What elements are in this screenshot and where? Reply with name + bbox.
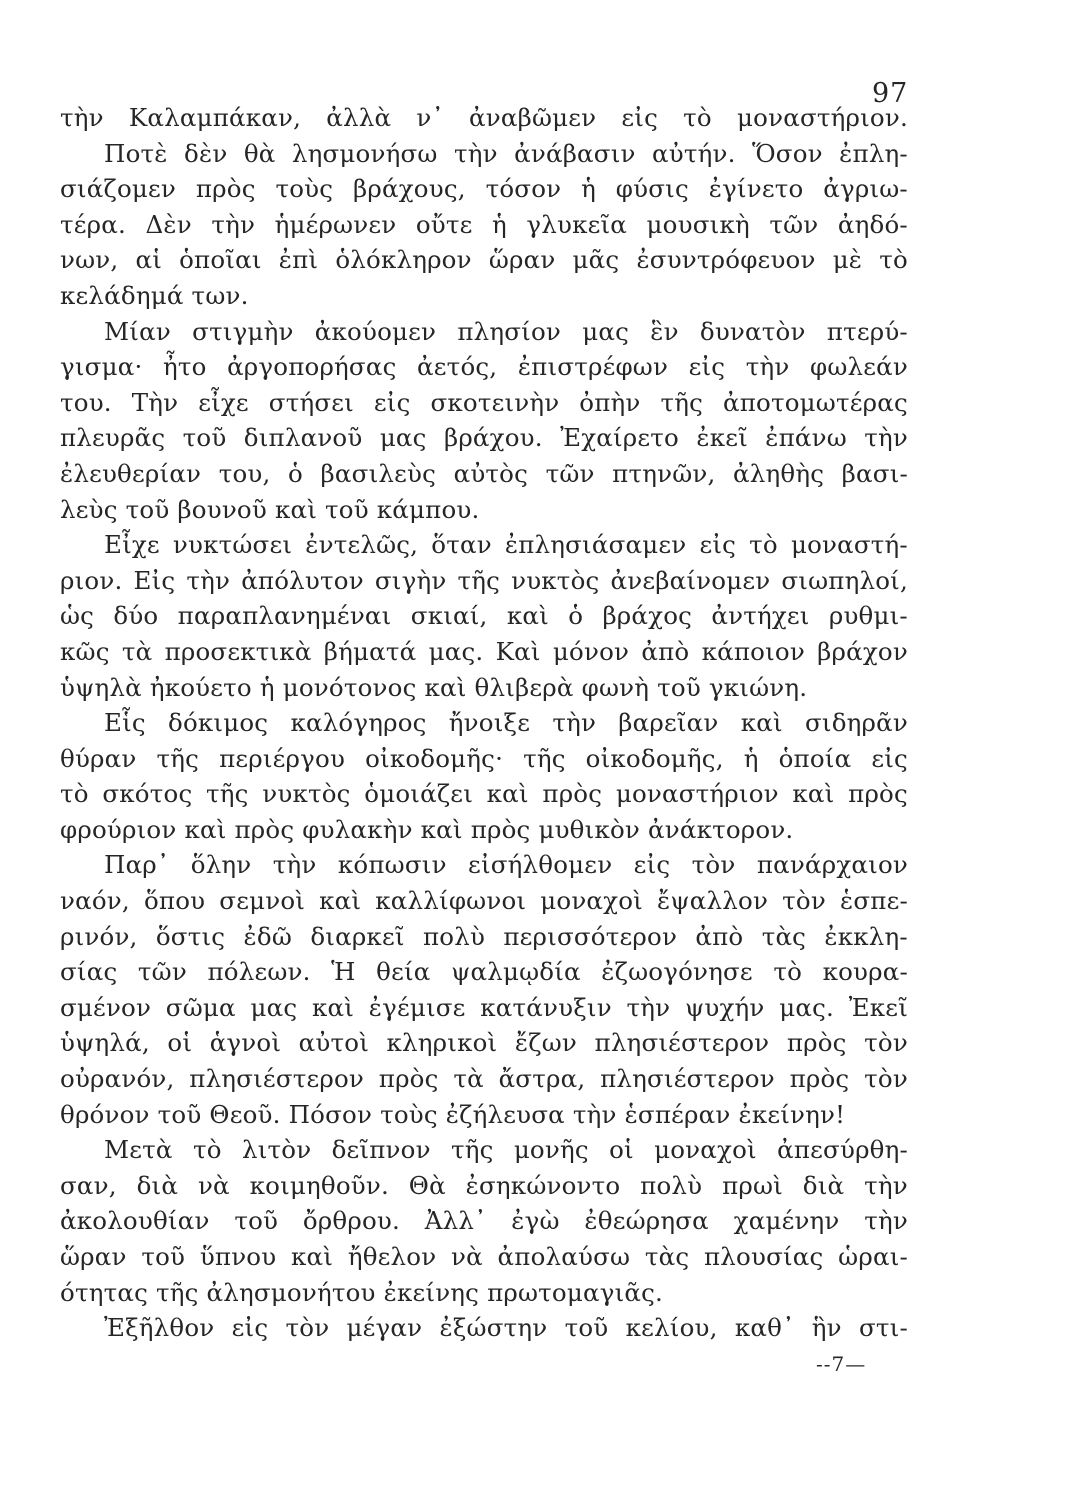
text-line: ρινόν, ὅστις ἐδῶ διαρκεῖ πολὺ περισσότερον ἀπὸ τὰς ἐκκλη- bbox=[60, 921, 908, 951]
text-line: φρούριον καὶ πρὸς φυλακὴν καὶ πρὸς μυθικὸν ἀνάκτορον. bbox=[60, 814, 794, 844]
text-line: τὸ σκότος τῆς νυκτὸς ὁμοιάζει καὶ πρὸς μοναστήριον καὶ πρὸς bbox=[60, 779, 908, 809]
text-line: θρόνον τοῦ Θεοῦ. Πόσον τοὺς ἐζήλευσα τὴν ἑσπέραν ἐκείνην! bbox=[60, 1099, 846, 1129]
text-line: Παρ᾽ ὅλην τὴν κόπωσιν εἰσήλθομεν εἰς τὸν πανάρχαιον bbox=[104, 850, 908, 880]
text-line: Μετὰ τὸ λιτὸν δεῖπνον τῆς μονῆς οἱ μοναχοὶ ἀπεσύρθη- bbox=[104, 1135, 908, 1165]
text-line: ότητας τῆς ἀλησμονήτου ἐκείνης πρωτομαγιᾶς. bbox=[60, 1277, 664, 1307]
body-text bbox=[60, 100, 908, 1346]
text-line: θύραν τῆς περιέργου οἰκοδομῆς· τῆς οἰκοδομῆς, ἡ ὁποία εἰς bbox=[60, 743, 908, 773]
text-line: ὡς δύο παραπλανημέναι σκιαί, καὶ ὁ βράχος ἀντήχει ρυθμι- bbox=[60, 601, 908, 631]
text-line: οὐρανόν, πλησιέστερον πρὸς τὰ ἄστρα, πλησιέστερον πρὸς τὸν bbox=[60, 1064, 908, 1094]
text-line: σιάζομεν πρὸς τοὺς βράχους, τόσον ἡ φύσις ἐγίνετο ἀγριω- bbox=[60, 174, 908, 204]
text-line: Εἶχε νυκτώσει ἐντελῶς, ὅταν ἐπλησιάσαμεν εἰς τὸ μοναστή- bbox=[104, 530, 908, 560]
text-line: σμένον σῶμα μας καὶ ἐγέμισε κατάνυξιν τὴν ψυχήν μας. Ἐκεῖ bbox=[60, 992, 908, 1022]
text-line: Μίαν στιγμὴν ἀκούομεν πλησίον μας ἓν δυνατὸν πτερύ- bbox=[104, 316, 908, 346]
text-line: τέρα. Δὲν τὴν ἡμέρωνεν οὔτε ἡ γλυκεῖα μουσικὴ τῶν ἀηδό- bbox=[60, 209, 908, 239]
text-line: ὑψηλὰ ἠκούετο ἡ μονότονος καὶ θλιβερὰ φωνὴ τοῦ γκιώνη. bbox=[60, 672, 808, 702]
signature-mark: --7— bbox=[816, 1352, 867, 1376]
text-line: Ποτὲ δὲν θὰ λησμονήσω τὴν ἀνάβασιν αὐτήν. Ὅσον ἐπλη- bbox=[104, 138, 908, 168]
text-line: Ἐξῆλθον εἰς τὸν μέγαν ἐξώστην τοῦ κελίου, καθ᾽ ἣν στι- bbox=[104, 1313, 908, 1343]
text-line: κῶς τὰ προσεκτικὰ βήματά μας. Καὶ μόνον ἀπὸ κάποιον βράχον bbox=[60, 636, 908, 666]
text-line: σίας τῶν πόλεων. Ἡ θεία ψαλμῳδία ἐζωογόνησε τὸ κουρα- bbox=[60, 957, 908, 987]
page-number: 97 bbox=[872, 78, 909, 109]
text-line: νων, αἱ ὁποῖαι ἐπὶ ὁλόκληρον ὥραν μᾶς ἐσυντρόφευον μὲ τὸ bbox=[60, 245, 908, 275]
text-line: πλευρᾶς τοῦ διπλανοῦ μας βράχου. Ἐχαίρετο ἐκεῖ ἐπάνω τὴν bbox=[60, 423, 908, 453]
text-line: του. Τὴν εἶχε στήσει εἰς σκοτεινὴν ὀπὴν τῆς ἀποτομωτέρας bbox=[60, 387, 908, 417]
text-line: σαν, διὰ νὰ κοιμηθοῦν. Θὰ ἐσηκώνοντο πολὺ πρωὶ διὰ τὴν bbox=[60, 1170, 908, 1200]
text-line: ναόν, ὅπου σεμνοὶ καὶ καλλίφωνοι μοναχοὶ ἔψαλλον τὸν ἑσπε- bbox=[60, 886, 908, 916]
text-line: ἀκολουθίαν τοῦ ὄρθρου. Ἀλλ᾽ ἐγὼ ἐθεώρησα χαμένην τὴν bbox=[60, 1206, 908, 1236]
text-line: τὴν Καλαμπάκαν, ἀλλὰ ν᾽ ἀναβῶμεν εἰς τὸ μοναστήριον. bbox=[60, 103, 908, 132]
text-line: Εἷς δόκιμος καλόγηρος ἤνοιξε τὴν βαρεῖαν καὶ σιδηρᾶν bbox=[104, 708, 908, 738]
text-line: ἐλευθερίαν του, ὁ βασιλεὺς αὐτὸς τῶν πτηνῶν, ἀληθὴς βασι- bbox=[60, 458, 908, 488]
text-line: κελάδημά των. bbox=[60, 280, 249, 310]
text-line: ὥραν τοῦ ὕπνου καὶ ἤθελον νὰ ἀπολαύσω τὰς πλουσίας ὡραι- bbox=[60, 1242, 908, 1271]
text-line: λεὺς τοῦ βουνοῦ καὶ τοῦ κάμπου. bbox=[60, 494, 480, 524]
text-line: ὑψηλά, οἱ ἁγνοὶ αὐτοὶ κληρικοὶ ἔζων πλησιέστερον πρὸς τὸν bbox=[60, 1028, 908, 1058]
text-line: γισμα· ἦτο ἀργοπορήσας ἀετός, ἐπιστρέφων εἰς τὴν φωλεάν bbox=[60, 352, 908, 382]
text-line: ριον. Εἰς τὴν ἀπόλυτον σιγὴν τῆς νυκτὸς ἀνεβαίνομεν σιωπηλοί, bbox=[60, 565, 908, 595]
